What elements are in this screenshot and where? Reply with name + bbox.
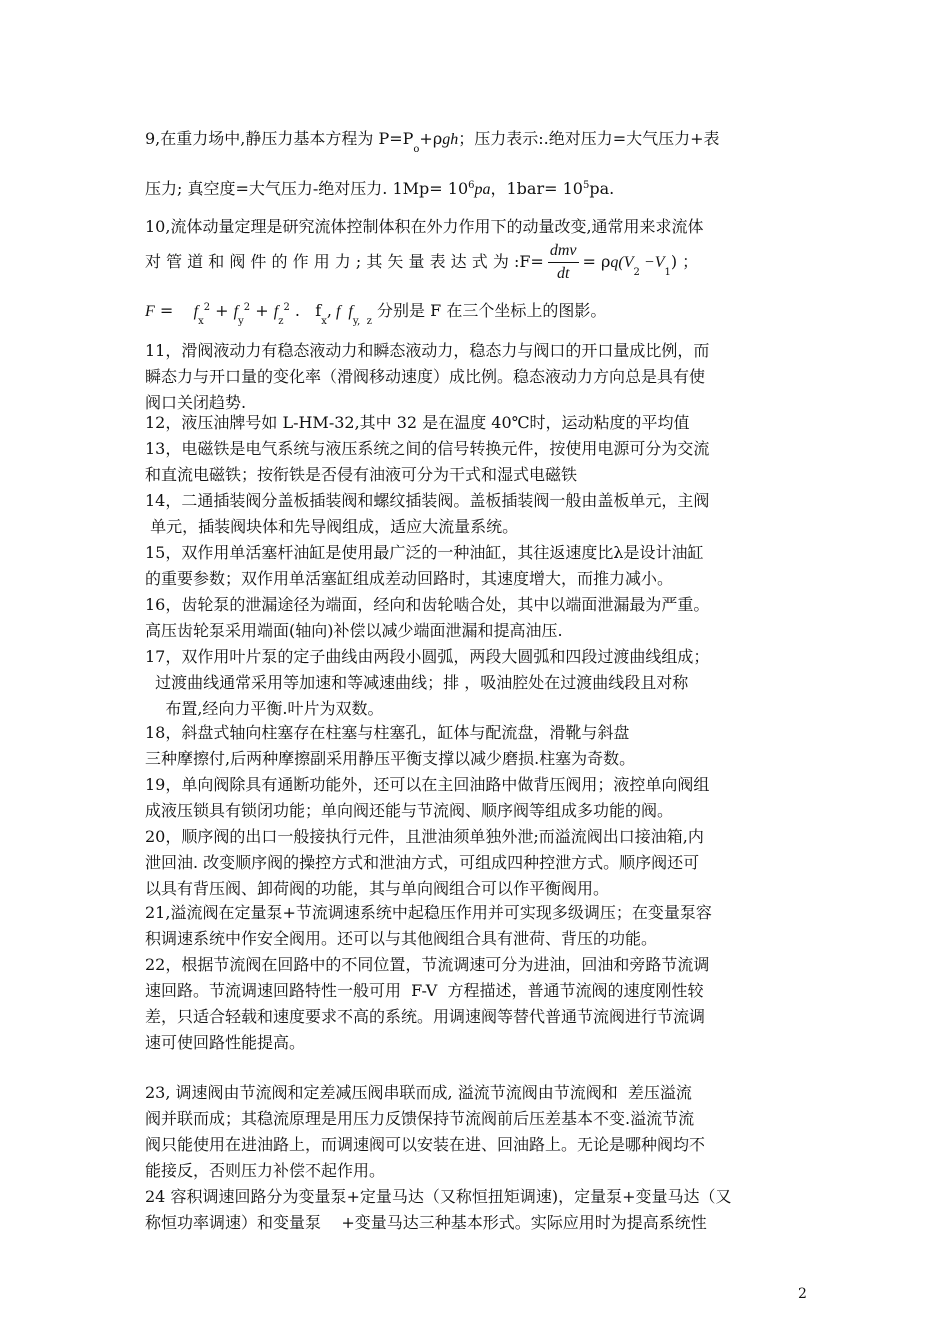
- paragraph-10-formula: [145, 240, 807, 285]
- text: 对 管 道 和 阀 件 的 作 用 力 ; 其 矢 量 表 达 式 为 :F=: [145, 252, 544, 271]
- paragraph-line: 12，液压油牌号如 L-HM-32,其中 32 是在温度 40℃时，运动粘度的平均值: [145, 413, 690, 432]
- paragraph-line: 19，单向阀除具有通断功能外，还可以在主回油路中做背压阀用；液控单向阀组: [145, 775, 710, 794]
- fraction: [548, 240, 579, 285]
- superscript: 2: [283, 302, 290, 313]
- math-var: f f: [331, 303, 353, 320]
- paragraph-9-cont: [145, 176, 807, 205]
- paragraph: [145, 592, 807, 644]
- paragraph-line: 成液压锁具有锁闭功能；单向阀还能与节流阀、顺序阀等组成多功能的阀。: [145, 801, 674, 820]
- subscript: y, z: [352, 316, 372, 327]
- paragraph-line: 16，齿轮泵的泄漏途径为端面，经向和齿轮啮合处，其中以端面泄漏最为严重。: [145, 595, 710, 614]
- paragraph-line: 22，根据节流阀在回路中的不同位置，节流调速可分为进油，回油和旁路节流调: [145, 955, 710, 974]
- paragraph-line: 24 容积调速回路分为变量泵+定量马达（又称恒扭矩调速)，定量泵+变量马达（又: [145, 1187, 732, 1206]
- p10-line-1: 10,流体动量定理是研究流体控制体积在外力作用下的动量改变,通常用来求流体: [145, 217, 704, 236]
- text: = ρ: [582, 252, 611, 271]
- superscript: 5: [582, 180, 590, 191]
- math-var: F: [145, 303, 155, 320]
- page-number: 2: [798, 1286, 807, 1302]
- paragraph-line: 21,溢流阀在定量泵+节流调速系统中起稳压作用并可实现多级调压；在变量泵容: [145, 903, 712, 922]
- subscript: o: [413, 144, 420, 155]
- subscript: x: [321, 316, 327, 327]
- paragraph: [145, 772, 807, 824]
- paragraph-line: 13，电磁铁是电气系统与液压系统之间的信号转换元件，按使用电源可分为交流: [145, 439, 710, 458]
- paragraph-line: 三种摩擦付,后两种摩擦副采用静压平衡支撑以减少磨损.柱塞为奇数。: [145, 749, 636, 768]
- paragraph-line: 过渡曲线通常采用等加速和等减速曲线；排 ，吸油腔处在过渡曲线段且对称: [145, 673, 689, 692]
- paragraph-line: 20，顺序阀的出口一般接执行元件，且泄油须单独外泄;而溢流阀出口接油箱,内: [145, 827, 704, 846]
- paragraph-line: 布置,经向力平衡.叶片为双数。: [145, 699, 384, 718]
- paragraph-line: 15，双作用单活塞杆油缸是使用最广泛的一种油缸，其往返速度比λ是设计油缸: [145, 543, 704, 562]
- math-var: f: [193, 303, 199, 320]
- paragraph: [145, 720, 807, 772]
- paragraph-line: 阀只能使用在进油路上，而调速阀可以安装在进、回油路上。无论是哪种阀均不: [145, 1135, 706, 1154]
- text: ,: [326, 301, 332, 320]
- subscript: x: [198, 316, 204, 327]
- text: ，1bar= 10: [490, 179, 583, 198]
- text: +ρ: [419, 129, 443, 148]
- fraction-numerator: dmv: [548, 240, 579, 263]
- superscript: 6: [468, 180, 475, 191]
- math-var: f: [273, 303, 279, 320]
- paragraph-line: 阀并联而成；其稳流原理是用压力反馈保持节流阀前后压差基本不变.溢流节流: [145, 1109, 695, 1128]
- math-var: −V: [639, 254, 665, 271]
- paragraph-line: 以具有背压阀、卸荷阀的功能，其与单向阀组合可以作平衡阀用。: [145, 879, 610, 898]
- paragraph-line: 11，滑阀液动力有稳态液动力和瞬态液动力，稳态力与阀口的开口量成比例，而: [145, 341, 710, 360]
- text: ；压力表示:.绝对压力=大气压力+表: [458, 129, 720, 148]
- text: ) ；: [670, 252, 699, 271]
- paragraph: [145, 338, 807, 416]
- text: =: [154, 301, 194, 320]
- paragraph-line: 18，斜盘式轴向柱塞存在柱塞与柱塞孔，缸体与配流盘，滑靴与斜盘: [145, 723, 630, 742]
- paragraph-line: 单元，插装阀块体和先导阀组成，适应大流量系统。: [145, 517, 519, 536]
- superscript: 2: [203, 302, 211, 313]
- paragraph-10-components: [145, 298, 807, 327]
- paragraph-line: 差，只适合轻载和速度要求不高的系统。用调速阀等替代普通节流阀进行节流调: [145, 1007, 706, 1026]
- p9-line-2: [145, 176, 807, 205]
- subscript: y: [238, 316, 244, 327]
- text: 压力; 真空度=大气压力-绝对压力. 1Mp= 10: [145, 179, 469, 198]
- paragraph: [145, 1184, 807, 1236]
- p10-line-3: [145, 298, 807, 327]
- paragraph-line: 瞬态力与开口量的变化率（滑阀移动速度）成比例。稳态液动力方向总是具有使: [145, 367, 706, 386]
- paragraph: [145, 436, 807, 488]
- paragraph: [145, 824, 807, 902]
- text: +: [210, 301, 234, 320]
- math-var: f: [233, 303, 239, 320]
- subscript: 1: [664, 267, 671, 278]
- math-var: pa: [474, 181, 491, 198]
- paragraph-line: 能接反，否则压力补偿不起作用。: [145, 1161, 386, 1180]
- text: . f: [289, 301, 322, 320]
- paragraph-line: 速可使回路性能提高。: [145, 1033, 306, 1052]
- paragraph-line: 17，双作用叶片泵的定子曲线由两段小圆弧，两段大圆弧和四段过渡曲线组成；: [145, 647, 710, 666]
- paragraph: [145, 540, 807, 592]
- paragraph-line: 泄回油. 改变顺序阀的操控方式和泄油方式，可组成四种控泄方式。顺序阀还可: [145, 853, 700, 872]
- paragraph: [145, 644, 807, 722]
- paragraph-line: 阀口关闭趋势.: [145, 393, 247, 412]
- paragraph-line: 23, 调速阀由节流阀和定差减压阀串联而成, 溢流节流阀由节流阀和 差压溢流: [145, 1083, 692, 1102]
- math-var: q: [610, 254, 619, 271]
- paragraph-line: 称恒功率调速）和变量泵 +变量马达三种基本形式。实际应用时为提高系统性: [145, 1213, 707, 1232]
- paragraph-line: 速回路。节流调速回路特性一般可用 F-V 方程描述，普通节流阀的速度刚性较: [145, 981, 704, 1000]
- paragraph-line: 14，二通插装阀分盖板插装阀和螺纹插装阀。盖板插装阀一般由盖板单元，主阀: [145, 491, 710, 510]
- p9-line-1: [145, 126, 807, 155]
- math-var: (V: [618, 254, 634, 271]
- paragraph-10: [145, 214, 807, 240]
- math-var: gh: [442, 131, 459, 148]
- text: 分别是 F 在三个坐标上的图影。: [371, 301, 607, 320]
- subscript: z: [278, 316, 284, 327]
- text: pa.: [589, 179, 615, 198]
- superscript: 2: [243, 302, 251, 313]
- text: 9,在重力场中,静压力基本方程为 P=P: [145, 129, 414, 148]
- paragraph-9: [145, 126, 807, 155]
- paragraph: [145, 1080, 807, 1184]
- paragraph-line: 和直流电磁铁；按衔铁是否侵有油液可分为干式和湿式电磁铁: [145, 465, 578, 484]
- text: +: [250, 301, 274, 320]
- paragraph: [145, 410, 807, 436]
- subscript: 2: [633, 267, 640, 278]
- fraction-denominator: dt: [556, 265, 570, 282]
- paragraph-line: 的重要参数；双作用单活塞缸组成差动回路时，其速度增大，而推力减小。: [145, 569, 674, 588]
- paragraph-line: 积调速系统中作安全阀用。还可以与其他阀组合具有泄荷、背压的功能。: [145, 929, 658, 948]
- paragraph: [145, 488, 807, 540]
- paragraph: [145, 900, 807, 952]
- p10-line-2: [145, 240, 807, 285]
- paragraph-line: 高压齿轮泵采用端面(轴向)补偿以减少端面泄漏和提高油压.: [145, 621, 563, 640]
- paragraph: [145, 952, 807, 1056]
